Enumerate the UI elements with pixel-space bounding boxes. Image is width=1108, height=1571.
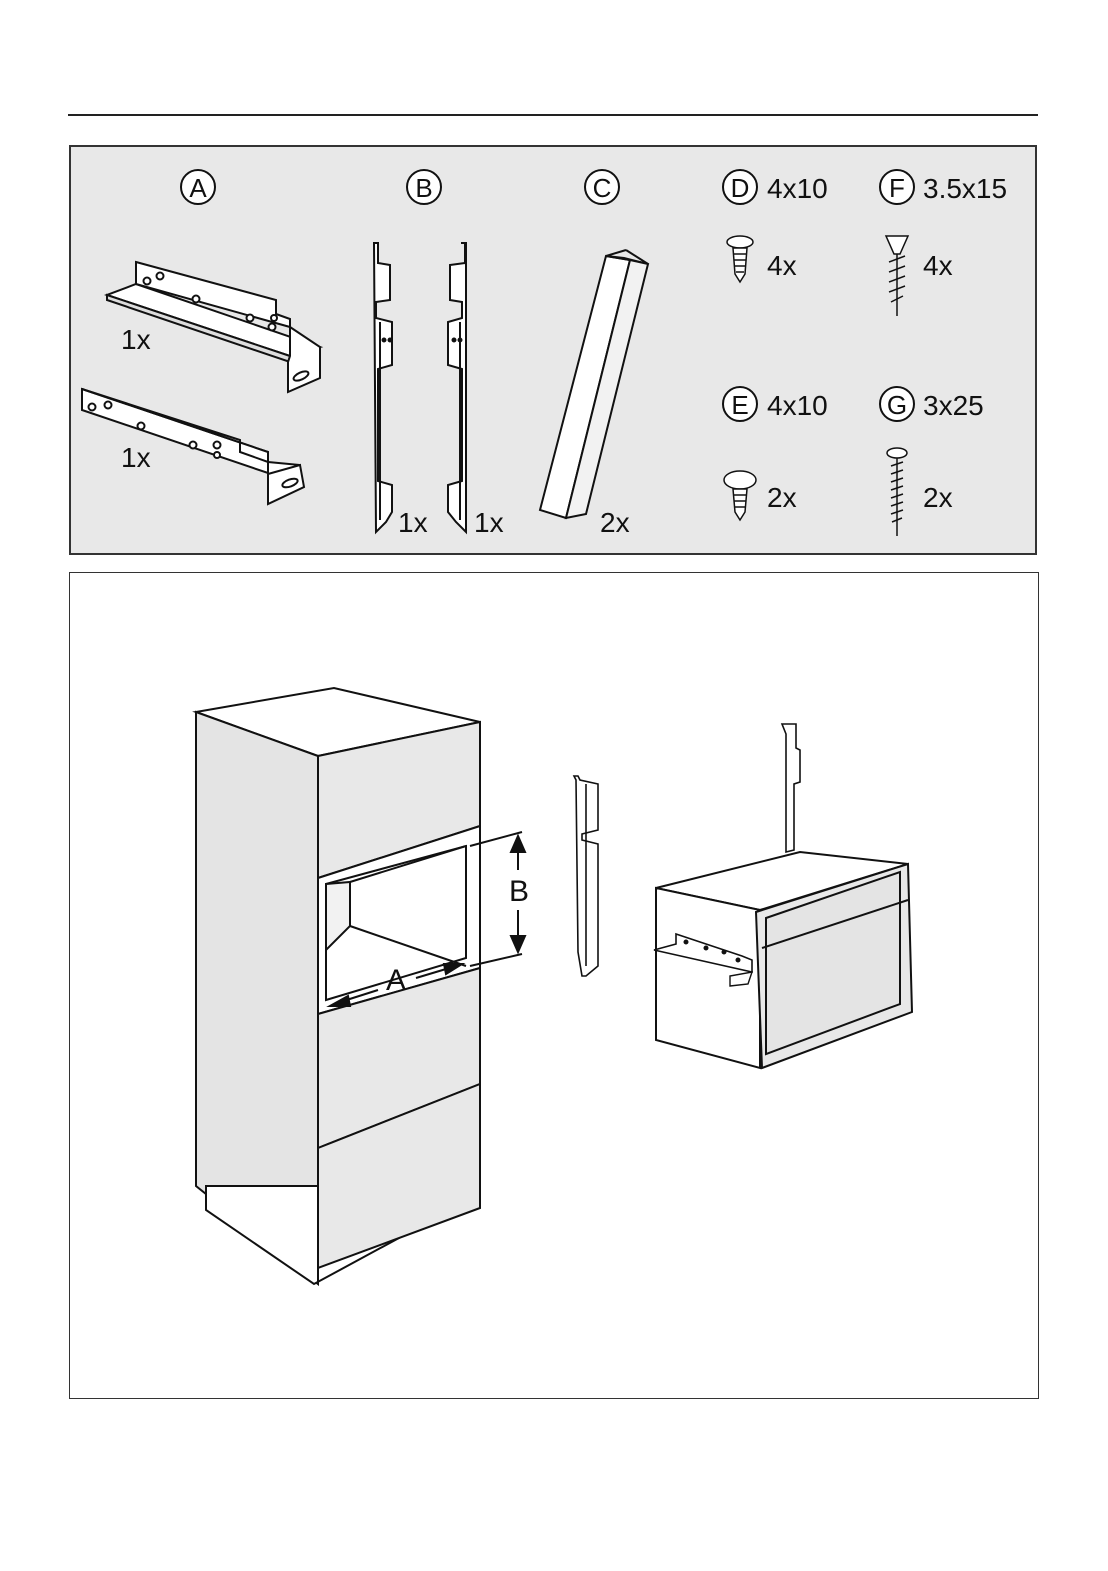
- part-d-size: 4x10: [767, 173, 828, 204]
- part-a-label: [181, 170, 215, 204]
- svg-text:A: A: [189, 173, 207, 203]
- part-g-size: 3x25: [923, 390, 984, 421]
- svg-text:E: E: [731, 390, 749, 420]
- loose-side-strip-icon: [574, 776, 598, 976]
- part-g-label: [880, 387, 984, 421]
- svg-text:A: A: [385, 964, 407, 997]
- tall-cabinet-icon: [196, 688, 480, 1284]
- part-d-label: [723, 170, 828, 204]
- part-b-qty-1: 1x: [398, 507, 428, 538]
- svg-text:C: C: [592, 173, 612, 203]
- svg-text:D: D: [730, 173, 750, 203]
- trim-bar-c-icon: [540, 250, 648, 518]
- part-e-label: [723, 387, 828, 421]
- svg-text:B: B: [508, 875, 530, 908]
- part-f-qty: 4x: [923, 250, 953, 281]
- part-e-qty: 2x: [767, 482, 797, 513]
- strip-b-right-icon: [448, 243, 466, 532]
- screw-f-icon: [886, 236, 908, 316]
- svg-text:G: G: [886, 390, 908, 420]
- part-e-size: 4x10: [767, 390, 828, 421]
- svg-text:F: F: [889, 173, 905, 203]
- part-b-label: [407, 170, 441, 204]
- part-a-qty-2: 1x: [121, 442, 151, 473]
- appliance-icon: [654, 724, 912, 1068]
- part-f-label: [880, 170, 1007, 204]
- screw-e-icon: [724, 471, 756, 520]
- part-a-qty-1: 1x: [121, 324, 151, 355]
- part-b-qty-2: 1x: [474, 507, 504, 538]
- svg-text:B: B: [415, 173, 433, 203]
- screw-g-icon: [887, 448, 907, 536]
- strip-b-left-icon: [374, 243, 392, 532]
- part-d-qty: 4x: [767, 250, 797, 281]
- bracket-a-lower-icon: [82, 389, 304, 504]
- part-c-label: [585, 170, 619, 204]
- part-f-size: 3.5x15: [923, 173, 1008, 204]
- part-c-qty: 2x: [600, 507, 630, 538]
- part-g-qty: 2x: [923, 482, 953, 513]
- screw-d-icon: [727, 236, 753, 282]
